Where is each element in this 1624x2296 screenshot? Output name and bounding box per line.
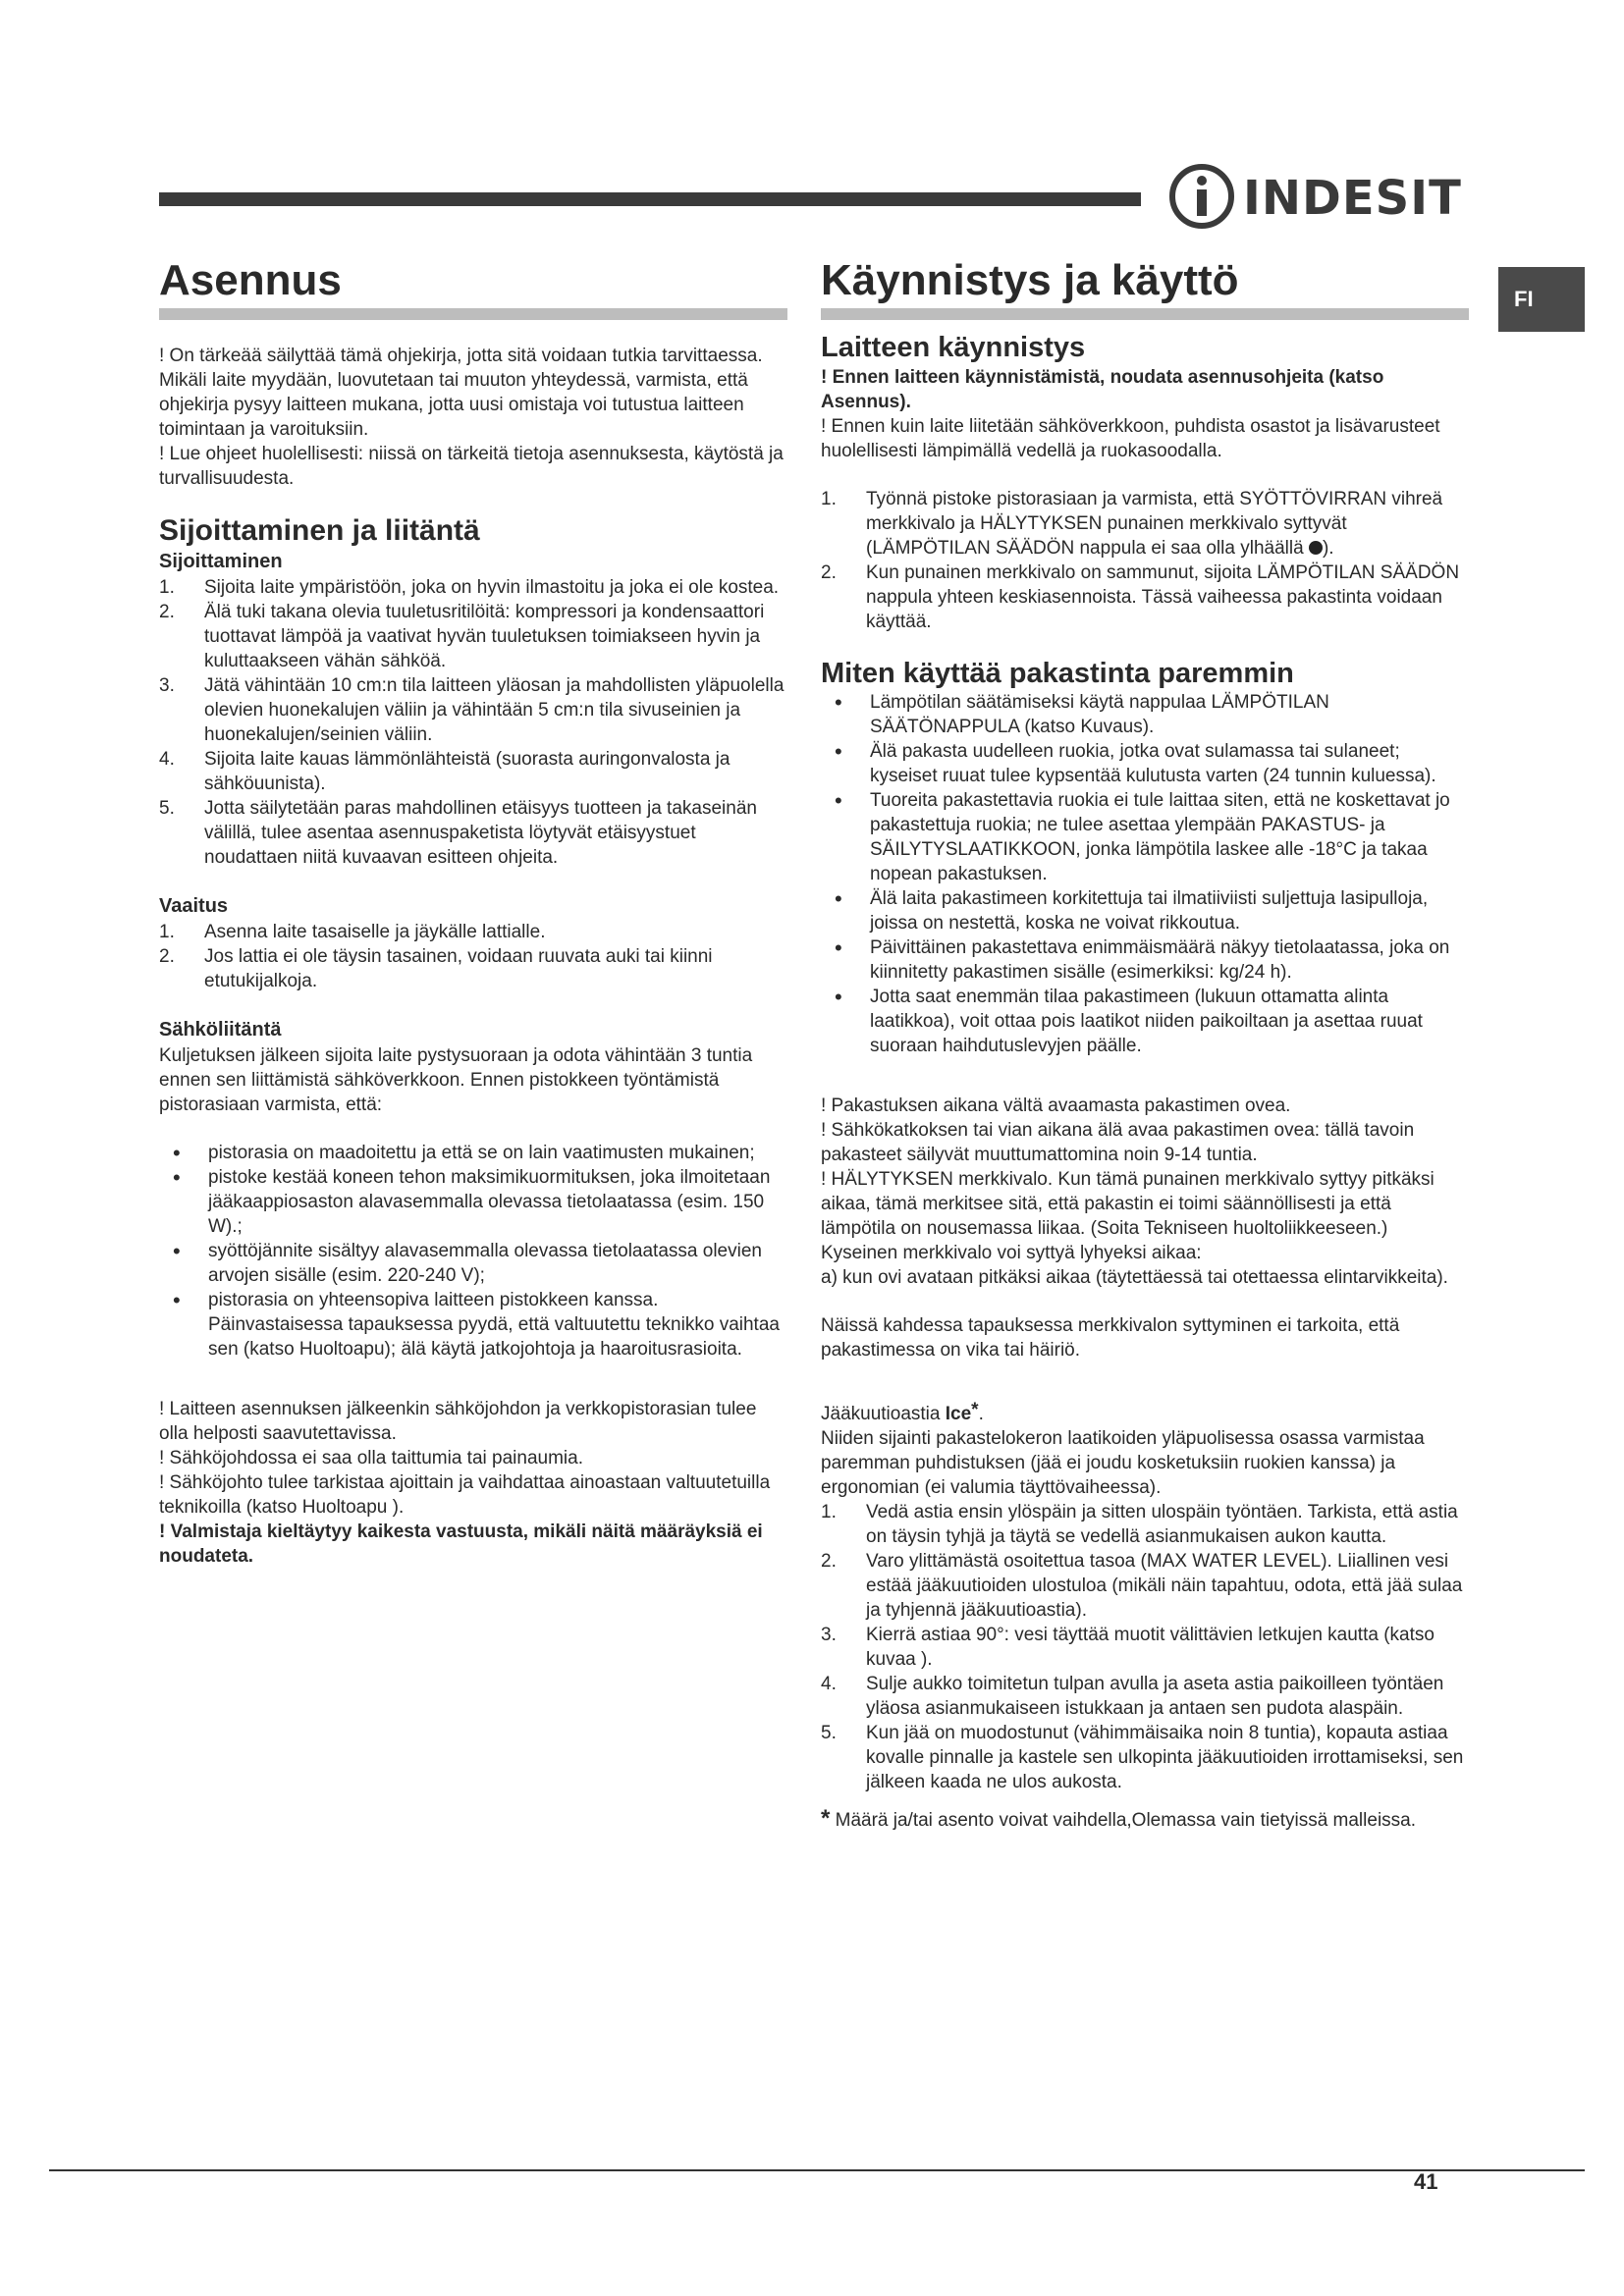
indesit-logo (1164, 157, 1462, 236)
list-item: 2. Älä tuki takana olevia tuuletusritilöitä: kompressori ja kondensaattori tuottavat lämpöä ja vaativat hyvän tuuletuksen toimiakseen hyvin ja kuluttaakseen vähän sähköä. (159, 601, 765, 671)
ice-list (821, 1500, 1469, 1794)
list-item: • pistoke kestää koneen tehon maksimikuormituksen, joka ilmoitetaan jääkaappiosaston alavasemmalla olevassa tietolaatassa (esim. 150 W).; (159, 1165, 787, 1239)
electric-heading: Sähköliitäntä (159, 1018, 282, 1041)
list-item: 4. Sulje aukko toimitetun tulpan avulla ja aseta astia paikoilleen työntäen yläosa asianmukaiseen istukkaan ja antaen sen pudota alaspäin. (821, 1674, 1444, 1720)
list-item: 2. Kun punainen merkkivalo on sammunut, sijoita LÄMPÖTILAN SÄÄDÖN nappula yhteen keskiasennoista. Tässä vaiheessa pakastinta voidaan käyttää. (821, 561, 1460, 632)
electric-bullets (159, 1141, 787, 1362)
list-item: • Lämpötilan säätämiseksi käytä nappulaa LÄMPÖTILAN SÄÄTÖNAPPULA (katso Kuvaus). (821, 690, 1469, 739)
startup-column (821, 257, 1469, 1833)
language-tab: FI (1498, 267, 1585, 332)
use-heading: Miten käyttää pakastinta paremmin (821, 657, 1294, 689)
start-list (821, 487, 1469, 634)
warning-paragraph: ! Sähköjohdossa ei saa olla taittumia tai painaumia. (159, 1447, 583, 1468)
info-icon (1164, 159, 1239, 234)
list-item: • pistorasia on maadoitettu ja että se on lain vaatimusten mukainen; (159, 1141, 787, 1165)
note-paragraph: ! Sähkökatkoksen tai vian aikana älä avaa pakastimen ovea: tällä tavoin pakasteet säilyvät muuttumattomina noin 9-14 tuntia. (821, 1120, 1415, 1166)
page-number: 41 (1414, 2169, 1438, 2194)
list-item: 2. Varo ylittämästä osoitettua tasoa (MAX WATER LEVEL). Liiallinen vesi estää jääkuutioiden ulostuloa (mikäli näin tapahtuu, odota, että jää sulaa ja tyhjennä jääkuutioastia). (821, 1551, 1463, 1622)
list-item: 1. Työnnä pistoke pistorasiaan ja varmista, että SYÖTTÖVIRRAN vihreä merkkivalo ja HÄLYTYKSEN punainen merkkivalo syttyvät (LÄMPÖTILAN SÄÄDÖN nappula ei saa olla ylhäällä ). (821, 488, 1443, 559)
list-item: 4. Sijoita laite kauas lämmönlähteistä (suorasta auringonvalosta ja sähköuunista). (159, 748, 731, 794)
list-item: 1. Vedä astia ensin ylöspäin ja sitten ulospäin työntäen. Tarkista, että astia on täysin tyhjä ja täytä se vedellä asianmukaisen aukon kautta. (821, 1502, 1458, 1548)
disclaimer-paragraph: ! Valmistaja kieltäytyy kaikesta vastuusta, mikäli näitä määräyksiä ei noudateta. (159, 1521, 763, 1567)
use-bullets (821, 690, 1469, 1058)
ice-paragraph: Niiden sijainti pakastelokeron laatikoiden yläpuolisessa osassa varmistaa paremman puhdistuksen (jää ei joudu kosketuksiin ruokien kanssa) ja ergonomian (ei valumia täyttövaiheessa). (821, 1428, 1425, 1499)
start-heading: Laitteen käynnistys (821, 332, 1086, 364)
list-item: • pistorasia on yhteensopiva laitteen pistokkeen kanssa. Päinvastaisessa tapauksessa pyydä, että valtuutettu teknikko vaihtaa sen (katso Huoltoapu); älä käytä jatkojohtoja ja haaroitusrasioita. (159, 1288, 787, 1362)
footnote: * Määrä ja/tai asento voivat vaihdella,Olemassa vain tietyissä malleissa. (821, 1805, 1417, 1833)
list-item: 3. Kierrä astiaa 90°: vesi täyttää muotit välittävien letkujen kautta (katso kuvaa ). (821, 1625, 1435, 1671)
installation-title: Asennus (159, 257, 787, 320)
brand-name: INDESIT (1243, 171, 1462, 226)
placement-heading: Sijoittaminen ja liitäntä (159, 514, 480, 548)
leveling-list (159, 920, 787, 993)
list-item: • syöttöjännite sisältyy alavasemmalla olevassa tietolaatassa olevien arvojen sisälle (esim. 220-240 V); (159, 1239, 787, 1288)
intro-paragraph-1: ! On tärkeää säilyttää tämä ohjekirja, jotta sitä voidaan tutkia tarvittaessa. Mikäli laite myydään, luovutetaan tai muuton yhteydessä, varmista, että ohjekirja pysyy laitteen mukana, jotta uusi omistaja voi tutustua laitteen toimintaan ja varoituksiin. (159, 346, 763, 441)
placement-subheading: Sijoittaminen (159, 550, 283, 572)
footer-rule (49, 2169, 1585, 2171)
electric-paragraph: Kuljetuksen jälkeen sijoita laite pystysuoraan ja odota vähintään 3 tuntia ennen sen liittämistä sähköverkkoon. Ennen pistokkeen työntämistä pistorasiaan varmista, että: (159, 1044, 753, 1115)
start-paragraph: ! Ennen kuin laite liitetään sähköverkkoon, puhdista osastot ja lisävarusteet huolellisesti lämpimällä vedellä ja ruokasoodalla. (821, 415, 1440, 461)
warning-paragraph: ! Laitteen asennuksen jälkeenkin sähköjohdon ja verkkopistorasian tulee olla helposti saavutettavissa. (159, 1398, 757, 1444)
ice-brand: Ice (945, 1404, 972, 1425)
note-item-a: a) kun ovi avataan pitkäksi aikaa (täytettäessä tai otettaessa elintarvikkeita). (821, 1267, 1448, 1289)
note-paragraph: Kyseinen merkkivalo voi syttyä lyhyeksi aikaa: (821, 1243, 1202, 1264)
list-item: 5. Jotta säilytetään paras mahdollinen etäisyys tuotteen ja takaseinän välillä, tulee asentaa asennuspaketista löytyvät etäisyystuet noudattaen niitä kuvaavan esitteen ohjeita. (159, 797, 757, 868)
list-item: • Jotta saat enemmän tilaa pakastimeen (lukuun ottamatta alinta laatikkoa), voit ottaa pois laatikot niiden paikoiltaan ja asettaa ruuat suoraan haihdutuslevyjen päälle. (821, 985, 1469, 1058)
list-item: 2. Jos lattia ei ole täysin tasainen, voidaan ruuvata auki tai kiinni etutukijalkoja. (159, 945, 713, 991)
startup-title: Käynnistys ja käyttö (821, 257, 1469, 320)
leveling-heading: Vaaitus (159, 894, 229, 917)
placement-list (159, 575, 787, 870)
intro-paragraph-2: ! Lue ohjeet huolellisesti: niissä on tärkeitä tietoja asennuksesta, käytöstä ja turvallisuudesta. (159, 444, 784, 490)
ice-heading: Jääkuutioastia Ice*. (821, 1400, 984, 1425)
list-item: 1. Sijoita laite ympäristöön, joka on hyvin ilmastoitu ja joka ei ole kostea. (159, 576, 780, 598)
note-paragraph: ! HÄLYTYKSEN merkkivalo. Kun tämä punainen merkkivalo syttyy pitkäksi aikaa, tämä merkitsee sitä, että pakastin ei toimi säännöllisesti ja että lämpötila on nousemassa liikaa. (Soita Tekniseen huoltoliikkeeseen.) (821, 1169, 1435, 1240)
note-summary: Näissä kahdessa tapauksessa merkkivalon syttyminen ei tarkoita, että pakastimessa on vika tai häiriö. (821, 1315, 1400, 1362)
list-item: • Älä pakasta uudelleen ruokia, jotka ovat sulamassa tai sulaneet; kyseiset ruuat tulee kypsentää kulutusta varten (24 tunnin kuluessa). (821, 739, 1469, 788)
list-item: • Älä laita pakastimeen korkitettuja tai ilmatiiviisti suljettuja lasipulloja, joissa on nestettä, koska ne voivat rikkoutua. (821, 886, 1469, 935)
note-paragraph: ! Pakastuksen aikana vältä avaamasta pakastimen ovea. (821, 1095, 1291, 1117)
installation-column (159, 257, 787, 1569)
list-item: • Päivittäinen pakastettava enimmäismäärä näkyy tietolaatassa, joka on kiinnitetty pakastimen sisälle (esimerkiksi: kg/24 h). (821, 935, 1469, 985)
header-rule (159, 192, 1141, 206)
indicator-dot-icon (1309, 541, 1323, 555)
warning-paragraph: ! Sähköjohto tulee tarkistaa ajoittain ja vaihdattaa ainoastaan valtuutetuilla teknikoilla (katso Huoltoapu ). (159, 1471, 771, 1518)
list-item: 1. Asenna laite tasaiselle ja jäykälle lattialle. (159, 921, 546, 942)
list-item: 5. Kun jää on muodostunut (vähimmäisaika noin 8 tuntia), kopauta astiaa kovalle pinnalle ja kastele sen ulkopinta jääkuutioiden irrottamiseksi, sen jälkeen kaada ne ulos aukosta. (821, 1723, 1464, 1793)
list-item: 3. Jätä vähintään 10 cm:n tila laitteen yläosan ja mahdollisten yläpuolella olevien huonekalujen väliin ja vähintään 5 cm:n tila sivuseinien ja huonekalujen/seinien väliin. (159, 674, 785, 745)
start-warning: ! Ennen laitteen käynnistämistä, noudata asennusohjeita (katso Asennus). (821, 366, 1384, 412)
list-item: • Tuoreita pakastettavia ruokia ei tule laittaa siten, että ne koskettavat jo pakastettuja ruokia; ne tulee asettaa ylempään PAKASTUS- ja SÄILYTYSLAATIKKOON, jonka lämpötila laskee alle -18°C ja takaa nopean pakastuksen. (821, 788, 1469, 886)
